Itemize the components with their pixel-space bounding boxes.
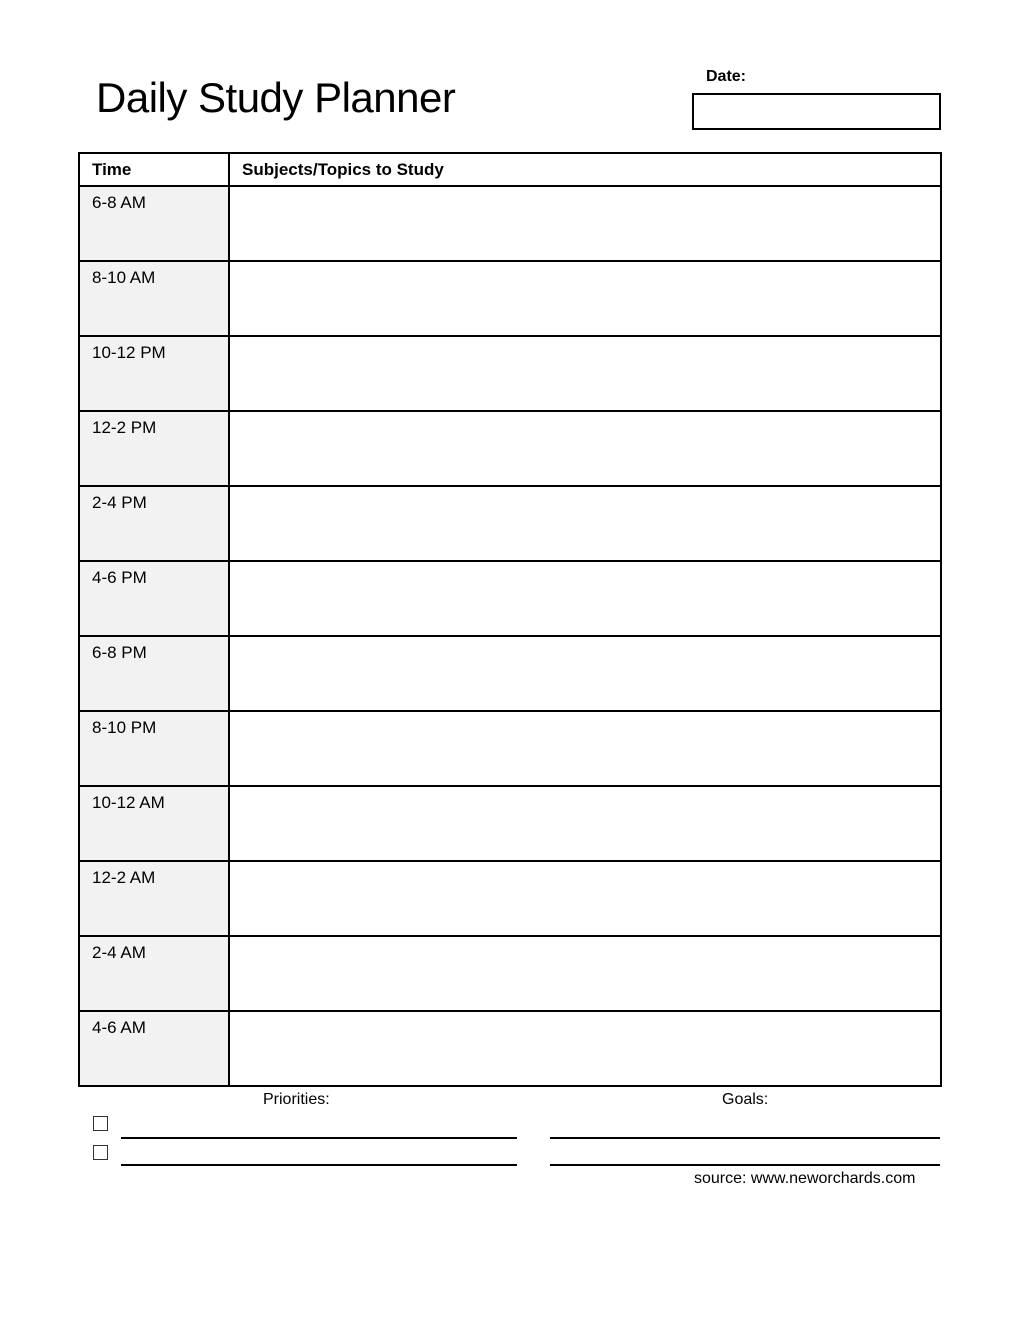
time-slot-label: 10-12 PM [80,336,229,411]
table-row [80,336,940,411]
goal-line[interactable] [550,1137,940,1139]
time-slot-label: 6-8 PM [80,636,229,711]
subject-entry-cell[interactable] [229,411,940,486]
priority-checkbox[interactable] [93,1145,108,1160]
goal-line[interactable] [550,1164,940,1166]
table-row [80,861,940,936]
time-slot-label: 8-10 PM [80,711,229,786]
subject-entry-cell[interactable] [229,561,940,636]
time-slot-label: 4-6 AM [80,1011,229,1086]
table-row [80,186,940,261]
table-row [80,411,940,486]
subject-entry-cell[interactable] [229,336,940,411]
time-slot-label: 12-2 AM [80,861,229,936]
subject-entry-cell[interactable] [229,1011,940,1086]
column-header-subjects: Subjects/Topics to Study [229,154,940,186]
goals-label: Goals: [722,1091,769,1108]
subject-entry-cell[interactable] [229,786,940,861]
time-slot-label: 4-6 PM [80,561,229,636]
time-slot-label: 2-4 AM [80,936,229,1011]
time-slot-label: 6-8 AM [80,186,229,261]
priorities-label: Priorities: [263,1091,330,1108]
table-row [80,261,940,336]
date-label: Date: [706,68,747,85]
subject-entry-cell[interactable] [229,261,940,336]
table-row [80,711,940,786]
subject-entry-cell[interactable] [229,636,940,711]
subject-entry-cell[interactable] [229,486,940,561]
table-row [80,561,940,636]
time-slot-label: 12-2 PM [80,411,229,486]
priority-checkbox[interactable] [93,1116,108,1131]
time-slot-label: 2-4 PM [80,486,229,561]
subject-entry-cell[interactable] [229,711,940,786]
table-row [80,786,940,861]
column-header-time: Time [80,154,229,186]
source-credit: source: www.neworchards.com [694,1170,916,1187]
time-slot-label: 10-12 AM [80,786,229,861]
subject-entry-cell[interactable] [229,861,940,936]
table-row [80,636,940,711]
subject-entry-cell[interactable] [229,186,940,261]
subject-entry-cell[interactable] [229,936,940,1011]
priority-line[interactable] [121,1164,517,1166]
schedule-table [78,152,942,1087]
date-field[interactable] [692,93,941,130]
time-slot-label: 8-10 AM [80,261,229,336]
table-row [80,1011,940,1086]
table-row [80,936,940,1011]
priority-line[interactable] [121,1137,517,1139]
page-title: Daily Study Planner [96,74,456,121]
table-header-row [80,154,940,186]
table-row [80,486,940,561]
